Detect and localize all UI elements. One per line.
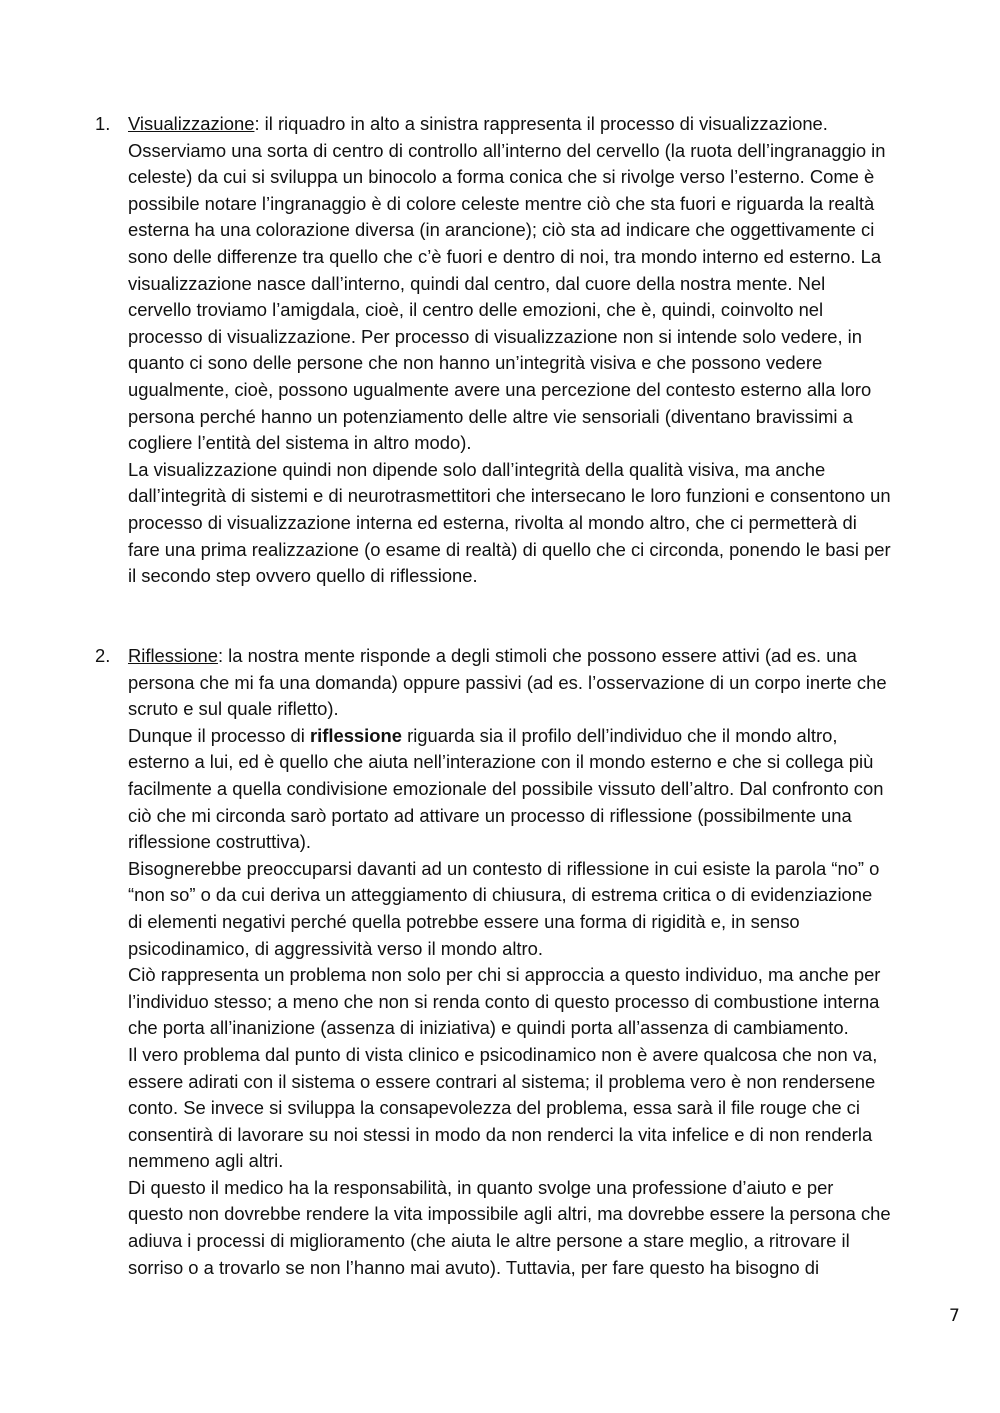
- list-number: 1.: [95, 113, 111, 134]
- paragraph-line: esterno a lui, ed è quello che aiuta nell’interazione con il mondo esterno e che si collega più: [128, 751, 874, 773]
- paragraph-line: La visualizzazione quindi non dipende solo dall’integrità della qualità visiva, ma anche: [128, 458, 826, 480]
- paragraph-line: dall’integrità di sistemi e di neurotrasmettitori che intersecano le loro funzioni e consentono un: [128, 485, 891, 507]
- paragraph-line: il secondo step ovvero quello di riflessione.: [128, 565, 478, 587]
- paragraph-line: fare una prima realizzazione (o esame di realtà) di quello che ci circonda, ponendo le basi per: [128, 538, 891, 560]
- paragraph-line: Riflessione: la nostra mente risponde a degli stimoli che possono essere attivi (ad es. una: [128, 645, 857, 666]
- paragraph-line: facilmente a quella condivisione emozionale del possibile vissuto dell’altro. Dal confronto con: [128, 777, 884, 799]
- paragraph-line: cervello troviamo l’amigdala, cioè, il centro delle emozioni, che è, quindi, coinvolto nel: [128, 299, 824, 321]
- term-riflessione: Riflessione: [128, 645, 218, 666]
- paragraph-line: processo di visualizzazione interna ed esterna, rivolta al mondo altro, che ci permetterà di: [128, 511, 857, 533]
- list-number: 2.: [95, 645, 111, 666]
- term-visualizzazione: Visualizzazione: [128, 113, 255, 134]
- paragraph-line: questo non dovrebbe rendere la vita impossibile agli altri, ma dovrebbe essere la persona che: [128, 1203, 891, 1225]
- page-number: 7: [949, 1306, 960, 1326]
- paragraph-line: ciò che mi circonda sarò portato ad attivare un processo di riflessione (possibilmente una: [128, 804, 852, 826]
- paragraph-line: processo di visualizzazione. Per processo di visualizzazione non si intende solo vedere, in: [128, 325, 862, 347]
- paragraph-line: scruto e sul quale rifletto).: [128, 698, 339, 720]
- paragraph-line: psicodinamico, di aggressività verso il mondo altro.: [128, 937, 544, 959]
- paragraph-line: nemmeno agli altri.: [128, 1150, 284, 1172]
- paragraph-line: persona che mi fa una domanda) oppure passivi (ad es. l’osservazione di un corpo inerte che: [128, 671, 887, 693]
- paragraph-line: Bisognerebbe preoccuparsi davanti ad un contesto di riflessione in cui esiste la parola “no” o: [128, 857, 880, 879]
- paragraph-line: sorriso o a trovarlo se non l’hanno mai avuto). Tuttavia, per fare questo ha bisogno di: [128, 1256, 820, 1278]
- paragraph-line: Il vero problema dal punto di vista clinico e psicodinamico non è avere qualcosa che non va,: [128, 1043, 878, 1065]
- paragraph-line: riflessione costruttiva).: [128, 831, 311, 853]
- paragraph-line: Di questo il medico ha la responsabilità, in quanto svolge una professione d’aiuto e per: [128, 1176, 834, 1198]
- paragraph-line: quanto ci sono delle persone che non hanno un’integrità visiva e che possono vedere: [128, 352, 823, 374]
- paragraph-line: visualizzazione nasce dall’interno, quindi dal centro, dal cuore della nostra mente. Nel: [128, 272, 826, 294]
- paragraph-line: che porta all’inanizione (assenza di iniziativa) e quindi porta all’assenza di cambiamento.: [128, 1017, 849, 1039]
- list-item-riflessione: [95, 643, 975, 1281]
- paragraph-line: conto. Se invece si sviluppa la consapevolezza del problema, essa sarà il file rouge che ci: [128, 1097, 860, 1119]
- paragraph-line: di elementi negativi perché quella potrebbe essere una forma di rigidità e, in senso: [128, 910, 800, 932]
- paragraph-line: esterna ha una colorazione diversa (in arancione); ciò sta ad indicare che oggettivamente ci: [128, 219, 875, 241]
- paragraph-riflessione: [128, 643, 975, 1281]
- paragraph-line: Osserviamo una sorta di centro di controllo all’interno del cervello (la ruota dell’ingranaggio in: [128, 139, 886, 161]
- list-item-visualizzazione: [95, 111, 975, 590]
- paragraph-line: sono delle differenze tra quello che c’è fuori e dentro di noi, tra mondo interno ed esterno. La: [128, 245, 882, 267]
- paragraph-line: essere adirati con il sistema o essere contrari al sistema; il problema vero è non rendersene: [128, 1070, 876, 1092]
- paragraph-line: “non so” o da cui deriva un atteggiamento di chiusura, di estrema critica o di evidenziazione: [128, 884, 873, 906]
- paragraph-line: Ciò rappresenta un problema non solo per chi si approccia a questo individuo, ma anche per: [128, 964, 881, 986]
- paragraph-line: l’individuo stesso; a meno che non si renda conto di questo processo di combustione interna: [128, 990, 880, 1012]
- paragraph-line: persona perché hanno un potenziamento delle altre vie sensoriali (diventano bravissimi a: [128, 405, 853, 427]
- paragraph-line: Dunque il processo di riflessione riguarda sia il profilo dell’individuo che il mondo altro,: [128, 724, 838, 746]
- paragraph-line: adiuva i processi di miglioramento (che aiuta le altre persone a stare meglio, a ritrovare il: [128, 1230, 850, 1252]
- paragraph-visualizzazione: [128, 111, 975, 590]
- paragraph-line: consentirà di lavorare su noi stessi in modo da non renderci la vita infelice e di non renderla: [128, 1123, 873, 1145]
- paragraph-line: Visualizzazione: il riquadro in alto a sinistra rappresenta il processo di visualizzazione.: [128, 113, 828, 134]
- paragraph-line: ugualmente, cioè, possono ugualmente avere una percezione del contesto esterno alla loro: [128, 378, 872, 400]
- bold-term-riflessione: riflessione: [309, 724, 402, 746]
- paragraph-line: possibile notare l’ingranaggio è di colore celeste mentre ciò che sta fuori e riguarda la realtà: [128, 192, 875, 214]
- paragraph-line: celeste) da cui si sviluppa un binocolo a forma conica che si rivolge verso l’esterno. Come è: [128, 166, 875, 188]
- paragraph-line: cogliere l’entità del sistema in altro modo).: [128, 432, 472, 454]
